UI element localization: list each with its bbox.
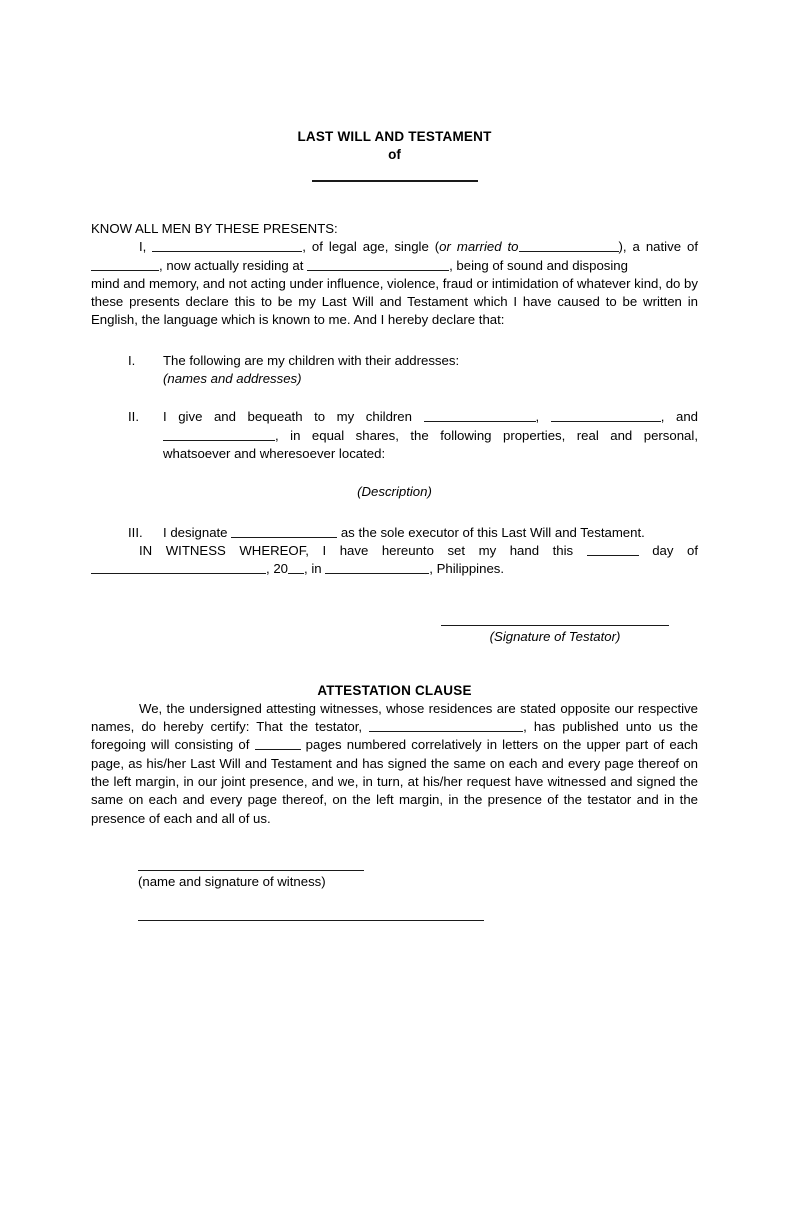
clause-item-children bbox=[91, 352, 698, 389]
mind-and-memory-paragraph: mind and memory, and not acting under influence, violence, fraud or intimidation of whatever kind, do by these presents declare this to be my Last Will and Testament which I have caused to be written in English, the language which is known to me. And I hereby declare that: bbox=[91, 275, 698, 328]
year-blank[interactable] bbox=[288, 561, 304, 574]
testator-name-rule bbox=[312, 180, 478, 182]
whereof-text-2: day of bbox=[638, 542, 699, 558]
married-to-label: or married to bbox=[439, 239, 519, 255]
clause-ii-text-3: , and bbox=[660, 409, 698, 425]
witness-signature-rule-2[interactable] bbox=[138, 920, 484, 921]
child-name-blank-1[interactable] bbox=[424, 409, 536, 422]
identity-text-2: , of legal age, single ( bbox=[302, 239, 440, 255]
identity-text-1: I, bbox=[139, 239, 153, 255]
clause-ii-body bbox=[163, 408, 698, 463]
clause-ii-text-4: , in equal shares, the following properties, real and personal, whatsoever and wheresoever located: bbox=[163, 427, 698, 461]
identity-text-5: a native of bbox=[626, 239, 698, 255]
child-name-blank-3[interactable] bbox=[163, 428, 275, 441]
child-name-blank-2[interactable] bbox=[551, 409, 661, 422]
clause-list bbox=[91, 352, 698, 463]
clause-list-executor bbox=[91, 524, 698, 542]
witness-signature-block bbox=[138, 870, 698, 921]
clause-iii-text-2: as the sole executor of this Last Will and Testament. bbox=[337, 524, 645, 540]
attestation-testator-blank[interactable] bbox=[369, 719, 523, 732]
attestation-paragraph bbox=[91, 700, 698, 828]
clause-item-executor bbox=[91, 524, 698, 542]
clause-numeral-ii: II. bbox=[128, 409, 139, 425]
clause-iii-text-1: I designate bbox=[163, 524, 232, 540]
description-label: (Description) bbox=[357, 484, 432, 500]
identity-text-7: , being of sound and disposing bbox=[449, 257, 628, 273]
clause-item-bequest bbox=[91, 408, 698, 463]
clause-iii-body bbox=[163, 524, 698, 542]
page-title: LAST WILL AND TESTAMENT bbox=[297, 129, 492, 144]
whereof-text-5: , Philippines. bbox=[429, 561, 505, 577]
clause-numeral-iii: III. bbox=[128, 524, 143, 540]
identity-text-4: ), bbox=[618, 239, 627, 255]
testator-signature-caption: (Signature of Testator) bbox=[489, 629, 621, 645]
testator-name-blank[interactable] bbox=[152, 239, 302, 252]
executor-name-blank[interactable] bbox=[231, 525, 337, 538]
clause-ii-text-1: I give and bequeath to my children bbox=[163, 409, 424, 425]
attestation-text-3: pages numbered correlatively in letters on the upper part of each page, as his/her Last Will and Testament and has signed the same on each and every page thereof on the left margin, in our joint presence, and we, in turn, at his/her request have witnessed and signed the same on each and every page thereof, on the left margin, in the presence of the testator and in the presence of each and all of us. bbox=[91, 737, 698, 826]
attestation-text-2: , has published unto us the foregoing will consisting of bbox=[91, 719, 698, 753]
title-block bbox=[91, 128, 698, 182]
page-count-blank[interactable] bbox=[255, 737, 301, 750]
witness-whereof-paragraph bbox=[91, 542, 698, 579]
witness-signature-caption: (name and signature of witness) bbox=[138, 873, 326, 889]
whereof-text-4: , in bbox=[304, 561, 326, 577]
whereof-text-3: , 20 bbox=[266, 561, 288, 577]
place-blank[interactable] bbox=[325, 561, 429, 574]
month-blank[interactable] bbox=[91, 561, 266, 574]
spouse-name-blank[interactable] bbox=[519, 239, 619, 252]
attestation-clause-title: ATTESTATION CLAUSE bbox=[317, 682, 472, 698]
identity-paragraph bbox=[91, 238, 698, 275]
residence-blank[interactable] bbox=[307, 258, 449, 271]
document-body bbox=[91, 0, 698, 921]
opening-salutation: KNOW ALL MEN BY THESE PRESENTS: bbox=[91, 221, 338, 236]
native-place-blank[interactable] bbox=[91, 258, 159, 271]
day-blank[interactable] bbox=[587, 543, 639, 556]
title-of-label: of bbox=[388, 147, 401, 162]
whereof-text-1: IN WITNESS WHEREOF, I have hereunto set my hand this bbox=[139, 542, 587, 558]
clause-numeral-i: I. bbox=[128, 352, 136, 368]
identity-text-6: , now actually residing at bbox=[159, 257, 308, 273]
testator-signature-block bbox=[441, 625, 669, 646]
clause-i-text: The following are my children with their addresses: bbox=[163, 352, 460, 368]
clause-i-subtext: (names and addresses) bbox=[163, 371, 302, 387]
attestation-text-1: We, the undersigned attesting witnesses, whose residences are stated opposite our respective names, do hereby certify: That the testator, bbox=[91, 700, 698, 735]
clause-ii-text-2: , bbox=[535, 409, 551, 425]
